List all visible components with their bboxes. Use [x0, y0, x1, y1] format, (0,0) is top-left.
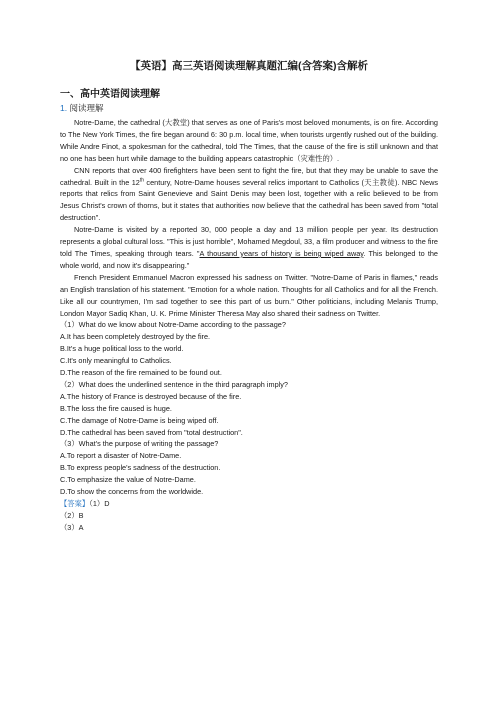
- paragraph-3-text-a: Notre-Dame is visited by a reported 30, 000 people a day and 13 million people per year. Its destruction represents a global cultural loss. "This is just horrible", Mohamed Megdoul, 33, a film producer and witness to the fire told The Times, speaking through tears. ": [60, 225, 438, 258]
- question-1: [60, 319, 438, 379]
- option-d: D.To show the concerns from the worldwide.: [60, 487, 204, 497]
- passage-paragraph-1: Notre-Dame, the cathedral (大教堂) that serves as one of Paris's most beloved monuments, is on fire. According to The New York Times, the fire began around 6: 30 p.m. local time, when tourists urgently rushed out of the building. While Andre Finot, a spokesman for the cathedral, told The Times, that the cause of the fire is still unknown and that no one has been hurt while damage to the building appears catastrophic（灾难性的）.: [60, 118, 438, 163]
- paragraph-2-superscript: th: [139, 177, 145, 184]
- document-title: 【英语】高三英语阅读理解真题汇编(含答案)含解析: [130, 60, 368, 72]
- option-c: C.To emphasize the value of Notre-Dame.: [60, 475, 196, 485]
- question-3: [60, 438, 438, 498]
- passage-paragraph-2: [60, 165, 438, 225]
- option-b: B.To express people's sadness of the destruction.: [60, 463, 221, 473]
- question-stem: （1）What do we know about Notre-Dame according to the passage?: [60, 320, 286, 330]
- answer-block: [60, 498, 438, 534]
- option-b: B.The loss the fire caused is huge.: [60, 403, 172, 413]
- answer-line-1: [60, 498, 438, 510]
- option-d: D.The cathedral has been saved from "total destruction".: [60, 427, 243, 437]
- sub-heading: [60, 102, 438, 114]
- option-b: B.It's a huge political loss to the world.: [60, 344, 184, 354]
- option-a: A.The history of France is destroyed because of the fire.: [60, 391, 242, 401]
- option-d: D.The reason of the fire remained to be found out.: [60, 368, 222, 378]
- question-stem: （2）What does the underlined sentence in the third paragraph imply?: [60, 379, 288, 389]
- sub-heading-number: 1.: [60, 103, 68, 113]
- option-a: A.To report a disaster of Notre-Dame.: [60, 451, 182, 461]
- underlined-sentence: A thousand years of history is being wiped away: [199, 248, 364, 258]
- question-stem: （3）What's the purpose of writing the passage?: [60, 439, 219, 449]
- passage-paragraph-4: French President Emmanuel Macron expressed his sadness on Twitter. "Notre-Dame of Paris in flames," reads an English translation of his statement. "Emotion for a whole nation. Thoughts for all Catholics and for all the French. Like all our countrymen, I'm sad together to see this part of us burn." Other politicians, including Melanis Trump, London Mayor Sadiq Khan, U. K. Prime Minister Theresa May also shared their sadness on Twitter.: [60, 272, 438, 318]
- passage-paragraph-3: [60, 224, 438, 272]
- answer-3: （3）A: [60, 522, 84, 532]
- paragraph-3-text-b: . This belonged to the whole world, and now it's disappearing.": [60, 248, 438, 270]
- option-a: A.It has been completely destroyed by the fire.: [60, 332, 211, 342]
- answer-1: （1）D: [89, 499, 110, 508]
- sub-heading-label: 阅读理解: [69, 103, 104, 113]
- question-2: [60, 379, 438, 439]
- option-c: C.It's only meaningful to Catholics.: [60, 356, 172, 366]
- answer-label: 【答案】: [60, 499, 90, 508]
- paragraph-2-text-a: CNN reports that over 400 firefighters have been sent to fight the fire, but that they may be unable to save the cathedral. Built in the 12: [60, 165, 438, 187]
- answer-2: （2）B: [60, 510, 84, 520]
- section-heading: 一、高中英语阅读理解: [60, 89, 160, 100]
- option-c: C.The damage of Notre-Dame is being wiped off.: [60, 415, 219, 425]
- paragraph-2-text-b: century, Notre-Dame houses several relics important to Catholics (天主教徒). NBC News reports that relics from Saint Genevieve and Saint Denis may been lost, together with a relic believed to be from Jesus Christ's crown of thorns, but it states that authorities now believe that the cathedral has been saved from "total destruction".: [60, 177, 438, 223]
